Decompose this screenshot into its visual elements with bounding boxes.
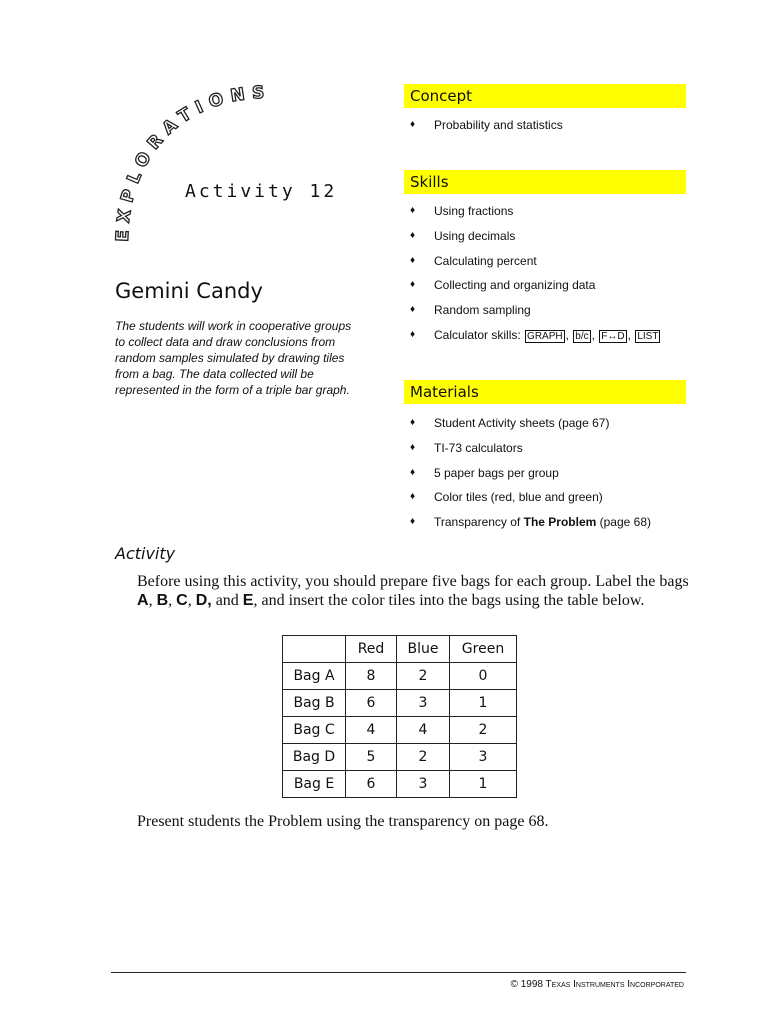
activity-description: The students will work in cooperative groups to collect data and draw conclusions from random samples simulated by drawing tiles from a bag. The data collected will be represented in the form of a triple bar graph. [115,319,352,397]
concept-list [410,117,700,142]
header-cell: Blue [397,636,450,663]
explorations-arc-heading [100,70,300,250]
list-item: ♦ Color tiles (red, blue and green) [410,490,603,505]
fraction-key: b/c [575,330,589,342]
list-key: LIST [637,330,659,342]
list-item: ♦ Probability and statistics [410,118,563,132]
activity-intro: Before using this activity, you should prepare five bags for each group. Label the bags A, B, C, D, and E, and insert the color tiles into the bags using the table below. [137,573,689,609]
diamond-bullet-icon: ♦ [410,491,416,503]
diamond-bullet-icon: ♦ [410,466,416,478]
materials-heading: Materials [404,380,686,404]
bag-tiles-table [282,635,517,798]
table-row: Bag B 6 3 1 [283,690,517,717]
list-item: ♦ Student Activity sheets (page 67) [410,416,610,430]
skills-heading: Skills [404,170,686,194]
diamond-bullet-icon: ♦ [410,516,416,528]
list-item: ♦ Collecting and organizing data [410,278,596,293]
list-item: ♦ Using decimals [410,228,516,243]
diamond-bullet-icon: ♦ [410,417,416,428]
copyright-footer: © 1998 Texas Instruments Incorporated [510,979,684,990]
table-row: Bag E 6 3 1 [283,771,517,798]
svg-text:EXPLORATIONS [113,83,272,243]
page-title: Gemini Candy [115,279,263,303]
list-item: ♦ TI-73 calculators [410,440,523,455]
table-header-row [283,636,517,663]
footer-divider [111,972,686,973]
diamond-bullet-icon: ♦ [410,304,416,316]
list-item: ♦ Calculator skills: GRAPH , b/c , F↔D , LIST [410,327,659,342]
concept-heading: Concept [404,84,686,108]
table-row: Bag A 8 2 0 [283,663,517,690]
table-row: Bag C 4 4 2 [283,717,517,744]
list-item: ♦ Transparency of The Problem (page 68) [410,515,651,530]
list-item: ♦ 5 paper bags per group [410,465,559,480]
diamond-bullet-icon: ♦ [410,254,416,266]
list-item: ♦ Calculating percent [410,253,537,268]
list-item: ♦ Random sampling [410,303,531,318]
materials-list [410,415,700,539]
diamond-bullet-icon: ♦ [410,205,416,216]
present-instruction: Present students the Problem using the transparency on page 68. [137,813,549,830]
skills-list [410,203,700,352]
diamond-bullet-icon: ♦ [410,229,416,241]
diamond-bullet-icon: ♦ [410,119,416,130]
list-item: ♦ Using fractions [410,204,514,218]
activity-heading: Activity [115,544,176,563]
header-cell: Green [450,636,517,663]
table-row: Bag D 5 2 3 [283,744,517,771]
diamond-bullet-icon: ♦ [410,441,416,453]
activity-number: Activity 12 [185,181,338,202]
diamond-bullet-icon: ♦ [410,328,416,340]
header-cell [283,636,346,663]
graph-key: GRAPH [527,330,563,342]
explorations-arc-text: EXPLORATIONS [112,82,272,243]
diamond-bullet-icon: ♦ [410,279,416,291]
header-cell: Red [346,636,397,663]
fraction-decimal-key: F↔D [601,330,625,342]
